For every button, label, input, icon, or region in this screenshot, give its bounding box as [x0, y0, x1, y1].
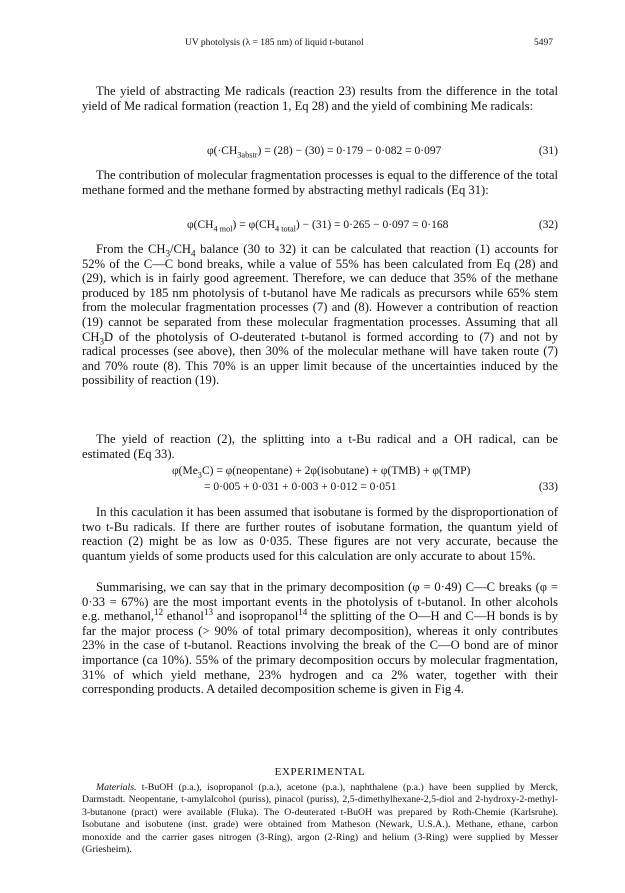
equation-number: (32): [538, 219, 558, 231]
materials-label: Materials.: [96, 782, 137, 793]
page-number: 5497: [534, 38, 553, 48]
paragraph-text: The yield of abstracting Me radicals (reaction 23) results from the difference in the total yield of Me radical formation (reaction 1, Eq 28) and the yield of combining Me radicals:: [82, 84, 558, 113]
paragraph-reaction-2-yield: [82, 432, 558, 461]
paragraph-text: In this caculation it has been assumed that isobutane is formed by the disproportionation of two t-Bu radicals. If there are further routes of isobutane formation, the quantum yield of reaction (2) might be as low as 0·035. These figures are not very accurate, because the quantum yields of some products used for this calculation are only accurate to about 15%.: [82, 505, 558, 563]
paragraph-text: The contribution of molecular fragmentation processes is equal to the difference of the total methane formed and the methane formed by abstracting methyl radicals (Eq 31):: [82, 168, 558, 197]
paragraph-molecular-fragmentation: [82, 168, 558, 197]
paragraph-abstracting-me: [82, 84, 558, 113]
equation-line-2: = 0·005 + 0·031 + 0·003 + 0·012 = 0·051: [204, 481, 397, 493]
equation-32: [82, 219, 558, 234]
paragraph-text: Summarising, we can say that in the primary decomposition (φ = 0·49) C—C breaks (φ = 0·33 = 67%) are the most important events in the photolysis of t-butanol. In other alcohols e.g. methanol,$^{12}$ ethanol$^{13}$ and isopropanol$^{14}$ the splitting of the O—H and C—H bonds is by far the major process (> 90% of total primary decomposition), whereas it only contributes 23% in the case of t-butanol. Reactions involving the break of the C—O bond are of minor importance (ca 10%). 55% of the primary decomposition occurs by molecular fragmentation, 31% of which yield methane, 23% hydrogen and ca 2% water, together with their corresponding products. A detailed decomposition scheme is given in Fig 4.: [82, 580, 558, 697]
paragraph-text: From the $CH_3/CH_4$ balance (30 to 32) it can be calculated that reaction (1) accounts for 52% of the C—C bond breaks, while a value of 55% has been calculated from Eq (28) and (29), which is in fairly good agreement. Therefore, we can deduce that 35% of the methane produced by 185 nm photolysis of t-butanol have Me radicals as precursors while 65% stem from the molecular fragmentation processes (7) and (8). However a contribution of reaction (19) cannot be separated from these molecular fragmentation processes. Assuming that all $CH_3D$ of the photolysis of O-deuterated t-butanol is formed according to (7) and not by radical processes (see above), then 30% of the molecular methane will have taken route (7) and 70% route (8). This 70% is an upper limit because of the uncertainties induced by the possibility of reaction (19).: [82, 242, 558, 388]
paragraph-calculation-assumption: [82, 505, 558, 563]
experimental-materials: [82, 782, 558, 856]
paragraph-text: The yield of reaction (2), the splitting into a t-Bu radical and a OH radical, can be estimated (Eq 33).: [82, 432, 558, 461]
paragraph-summary: [82, 580, 558, 697]
running-title: UV photolysis (λ = 185 nm) of liquid t-butanol: [185, 38, 364, 48]
equation-31: [82, 145, 558, 160]
equation-number: (31): [538, 145, 558, 157]
equation-number: (33): [538, 481, 558, 493]
equation-body: $\varphi(\cdot CH_{3abstr}) = (28) - (30) = 0\cdot 179 - 0\cdot 082 = 0\cdot 097$: [207, 145, 442, 160]
equation-33: [82, 465, 558, 499]
paragraph-balance: [82, 242, 558, 388]
equation-body: $\varphi(CH_{4 mol}) = \varphi(CH_{4 total}) - (31) = 0\cdot 265 - 0\cdot 097 = 0\cdot 168$: [187, 219, 449, 234]
paragraph-text: Materials. t-BuOH (p.a.), isopropanol (p.a.), acetone (p.a.), naphthalene (p.a.) have been supplied by Merck, Darmstadt. Neopentane, t-amylalcohol (puriss), pinacol (puriss), 2,5-dimethylhexane-2,5-diol and 2-hydroxy-2-methyl-3-butanone (pract) were available (Fluka). The O-deuterated t-BuOH was prepared by Roth-Chemie (Karlsruhe). Isobutane and isobutene (inst. grade) were obtained from Matheson (Newark, U.S.A.). Methane, ethane, carbon monoxide and the carrier gases nitrogen (3-Ring), argon (2-Ring) and helium (3-Ring) were supplied by Messer (Griesheim).: [82, 782, 558, 856]
equation-line-1: $\varphi(Me_3C)$ = φ(neopentane) + 2φ(isobutane) + φ(TMB) + φ(TMP): [172, 465, 471, 480]
section-heading: EXPERIMENTAL: [274, 766, 366, 778]
